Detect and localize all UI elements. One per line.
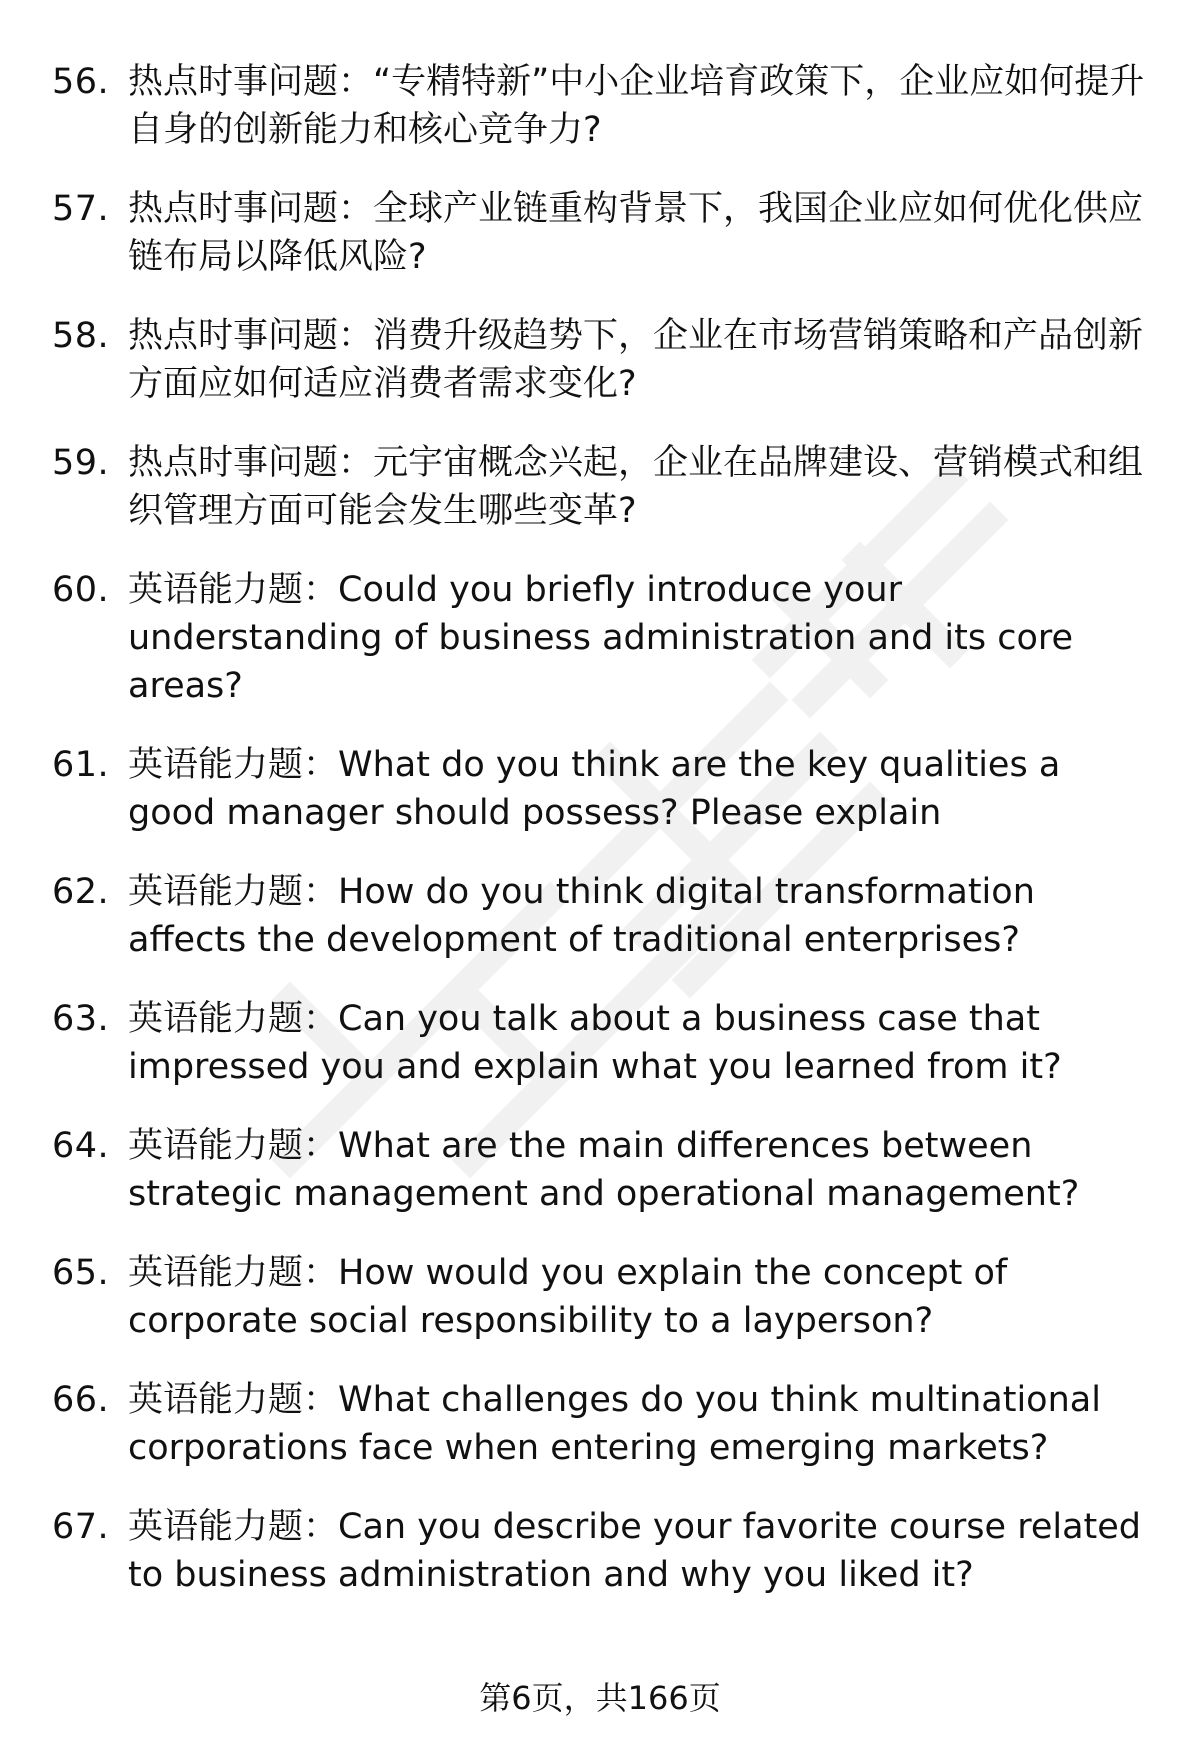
question-number: 64.: [52, 1126, 110, 1166]
question-category: 英语能力题：: [128, 1507, 339, 1547]
question-text: [128, 868, 1162, 964]
question-number: 65.: [52, 1253, 110, 1293]
question-number: 67.: [52, 1507, 110, 1547]
question-content: How do you think digital transformation affects the development of traditional enterprises?: [128, 872, 1035, 960]
question-category: 热点时事问题：: [128, 189, 374, 229]
question-number: 61.: [52, 745, 110, 785]
list-item: [52, 185, 1162, 281]
question-category: 英语能力题：: [128, 1253, 339, 1293]
question-content: Could you briefly introduce your understanding of business administration and its core areas?: [128, 570, 1074, 706]
question-category: 英语能力题：: [128, 1380, 339, 1420]
question-number: 60.: [52, 570, 110, 610]
question-content: What are the main differences between strategic management and operational management?: [128, 1126, 1080, 1214]
list-item: [52, 312, 1162, 408]
question-category: 热点时事问题：: [128, 316, 374, 356]
question-number: 57.: [52, 189, 110, 229]
question-text: [128, 185, 1162, 281]
question-number: 63.: [52, 999, 110, 1039]
question-category: 英语能力题：: [128, 745, 339, 785]
question-text: [128, 995, 1162, 1091]
question-number: 59.: [52, 443, 110, 483]
question-text: [128, 1376, 1162, 1472]
question-text: [128, 1249, 1162, 1345]
list-item: [52, 58, 1162, 154]
list-item: [52, 1122, 1162, 1218]
question-number: 58.: [52, 316, 110, 356]
question-text: [128, 439, 1162, 535]
list-item: [52, 741, 1162, 837]
question-category: 英语能力题：: [128, 1126, 339, 1166]
question-number: 56.: [52, 62, 110, 102]
question-category: 热点时事问题：: [128, 62, 374, 102]
question-content: 全球产业链重构背景下，我国企业应如何优化供应链布局以降低风险?: [128, 189, 1144, 277]
question-text: [128, 741, 1162, 837]
list-item: [52, 439, 1162, 535]
question-number: 66.: [52, 1380, 110, 1420]
question-list: [52, 58, 1162, 1630]
question-number: 62.: [52, 872, 110, 912]
page-number-footer: 第6页，共166页: [479, 1679, 721, 1717]
list-item: [52, 995, 1162, 1091]
list-item: [52, 566, 1162, 710]
question-text: [128, 312, 1162, 408]
question-content: What do you think are the key qualities a good manager should possess? Please explain: [128, 745, 1061, 833]
question-category: 英语能力题：: [128, 570, 339, 610]
question-text: [128, 566, 1162, 710]
question-category: 热点时事问题：: [128, 443, 374, 483]
list-item: [52, 1376, 1162, 1472]
question-content: 消费升级趋势下，企业在市场营销策略和产品创新方面应如何适应消费者需求变化?: [128, 316, 1144, 404]
question-content: “专精特新”中小企业培育政策下，企业应如何提升自身的创新能力和核心竞争力?: [128, 62, 1145, 150]
question-content: Can you describe your favorite course related to business administration and why you liked it?: [128, 1507, 1141, 1595]
question-text: [128, 58, 1162, 154]
question-content: Can you talk about a business case that impressed you and explain what you learned from it?: [128, 999, 1062, 1087]
list-item: [52, 1503, 1162, 1599]
question-text: [128, 1503, 1162, 1599]
question-content: What challenges do you think multinational corporations face when entering emerging markets?: [128, 1380, 1101, 1468]
question-content: How would you explain the concept of corporate social responsibility to a layperson?: [128, 1253, 1008, 1341]
list-item: [52, 1249, 1162, 1345]
list-item: [52, 868, 1162, 964]
question-text: [128, 1122, 1162, 1218]
question-category: 英语能力题：: [128, 872, 339, 912]
question-content: 元宇宙概念兴起，企业在品牌建设、营销模式和组织管理方面可能会发生哪些变革?: [128, 443, 1144, 531]
question-category: 英语能力题：: [128, 999, 339, 1039]
